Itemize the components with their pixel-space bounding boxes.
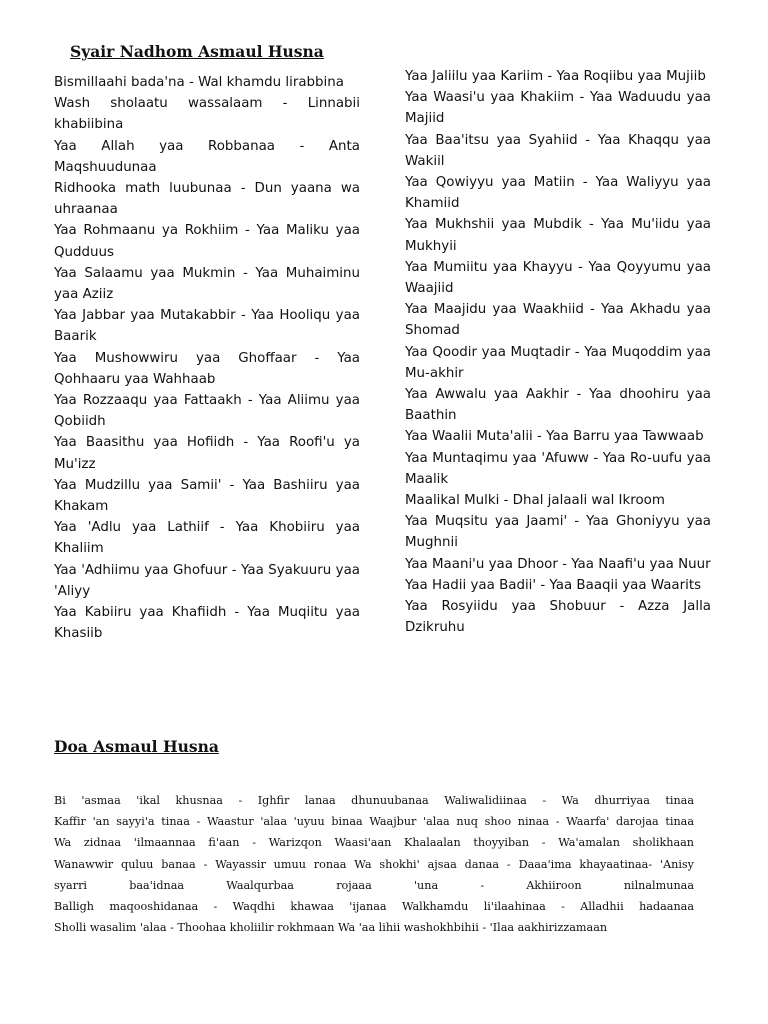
verse-line: Yaa Mumiitu yaa Khayyu - Yaa Qoyyumu yaa Waajiid bbox=[405, 259, 711, 297]
verse-line: Yaa Qoodir yaa Muqtadir - Yaa Muqoddim yaa Mu-akhir bbox=[405, 344, 711, 381]
verse-line: Yaa 'Adhiimu yaa Ghofuur - Yaa Syakuuru yaa 'Aliyy bbox=[54, 562, 360, 599]
doa-line: Wa zidnaa 'ilmaannaa fi'aan - Warizqon Waasi'aan Khalaalan thoyyiban - Wa'amalan sholikhaan bbox=[54, 836, 694, 850]
doa-paragraph bbox=[54, 790, 694, 938]
verse-line: Yaa Maajidu yaa Waakhiid - Yaa Akhadu yaa Shomad bbox=[405, 302, 711, 339]
verse-line: Yaa Hadii yaa Badii' - Yaa Baaqii yaa Waarits bbox=[405, 577, 702, 593]
doa-line: Wanawwir quluu banaa - Wayassir umuu ronaa Wa shokhi' ajsaa danaa - Daaa'ima khayaatinaa- 'Anisy bbox=[54, 857, 694, 871]
verse-line: Yaa Allah yaa Robbanaa - Anta Maqshuudunaa bbox=[54, 138, 360, 175]
verse-line: Yaa Muqsitu yaa Jaami' - Yaa Ghoniyyu yaa Mughnii bbox=[405, 514, 711, 551]
verse-line: Ridhooka math luubunaa - Dun yaana wa uhraanaa bbox=[54, 181, 360, 218]
verse-line: Yaa Jabbar yaa Mutakabbir - Yaa Hooliqu yaa Baarik bbox=[54, 308, 360, 345]
doa-line: syarri baa'idnaa Waalqurbaa rojaaa 'una - Akhiiroon nilnalmunaa bbox=[54, 878, 694, 892]
verse-line: Yaa Kabiiru yaa Khafiidh - Yaa Muqiitu yaa Khasiib bbox=[54, 605, 360, 642]
verse-line: Wash sholaatu wassalaam - Linnabii khabiibina bbox=[54, 96, 360, 133]
verse-line: Yaa Muntaqimu yaa 'Afuww - Yaa Ro-uufu yaa Maalik bbox=[405, 450, 711, 487]
verse-line: Yaa Baasithu yaa Hofiidh - Yaa Roofi'u ya Mu'izz bbox=[54, 435, 360, 472]
verse-line: Yaa Rohmaanu ya Rokhiim - Yaa Maliku yaa Qudduus bbox=[54, 223, 360, 260]
verse-line: Yaa Jaliilu yaa Kariim - Yaa Roqiibu yaa Mujiib bbox=[405, 69, 706, 84]
verse-line: Yaa Qowiyyu yaa Matiin - Yaa Waliyyu yaa Khamiid bbox=[405, 175, 711, 212]
doa-line: Balligh maqooshidanaa - Waqdhi khawaa 'ijanaa Walkhamdu li'ilaahinaa - Alladhii hadaanaa bbox=[54, 900, 694, 914]
verse-line: Yaa Rosyiidu yaa Shobuur - Azza Jalla Dzikruhu bbox=[405, 599, 711, 636]
verse-line: Yaa Salaamu yaa Mukmin - Yaa Muhaiminu yaa Aziiz bbox=[54, 265, 360, 303]
doa-line: Kaffir 'an sayyi'a tinaa - Waastur 'alaa 'uyuu binaa Waajbur 'alaa nuq shoo ninaa - Waarfa' darojaa tinaa bbox=[54, 815, 694, 829]
left-verse-column bbox=[54, 72, 360, 644]
verse-line: Yaa Waalii Muta'alii - Yaa Barru yaa Tawwaab bbox=[405, 429, 704, 445]
verse-line: Yaa Awwalu yaa Aakhir - Yaa dhoohiru yaa Baathin bbox=[405, 387, 711, 424]
doa-title: Doa Asmaul Husna bbox=[54, 737, 219, 756]
doa-line: Bi 'asmaa 'ikal khusnaa - Ighfir lanaa dhunuubanaa Waliwalidiinaa - Wa dhurriyaa tinaa bbox=[54, 794, 694, 807]
verse-line: Yaa Mudzillu yaa Samii' - Yaa Bashiiru yaa Khakam bbox=[54, 477, 360, 515]
verse-line: Yaa Waasi'u yaa Khakiim - Yaa Waduudu yaa Majiid bbox=[405, 90, 711, 127]
verse-line: Yaa Maani'u yaa Dhoor - Yaa Naafi'u yaa Nuur bbox=[405, 556, 711, 572]
verse-line: Yaa Mushowwiru yaa Ghoffaar - Yaa Qohhaaru yaa Wahhaab bbox=[54, 350, 360, 387]
doa-line: Sholli wasalim 'alaa - Thoohaa kholiilir rokhmaan Wa 'aa lihii washokhbihii - 'Ilaa aakhirizzamaan bbox=[54, 921, 608, 935]
verse-line: Bismillaahi bada'na - Wal khamdu lirabbina bbox=[54, 75, 344, 90]
verse-line: Yaa Rozzaaqu yaa Fattaakh - Yaa Aliimu yaa Qobiidh bbox=[54, 393, 360, 430]
verse-line: Yaa 'Adlu yaa Lathiif - Yaa Khobiiru yaa Khaliim bbox=[54, 520, 360, 557]
right-verse-column bbox=[405, 66, 711, 638]
verse-line: Yaa Mukhshii yaa Mubdik - Yaa Mu'iidu yaa Mukhyii bbox=[405, 217, 711, 254]
page-title: Syair Nadhom Asmaul Husna bbox=[70, 42, 324, 61]
verse-line: Yaa Baa'itsu yaa Syahiid - Yaa Khaqqu yaa Wakiil bbox=[405, 132, 711, 169]
verse-line: Maalikal Mulki - Dhal jalaali wal Ikroom bbox=[405, 493, 665, 509]
